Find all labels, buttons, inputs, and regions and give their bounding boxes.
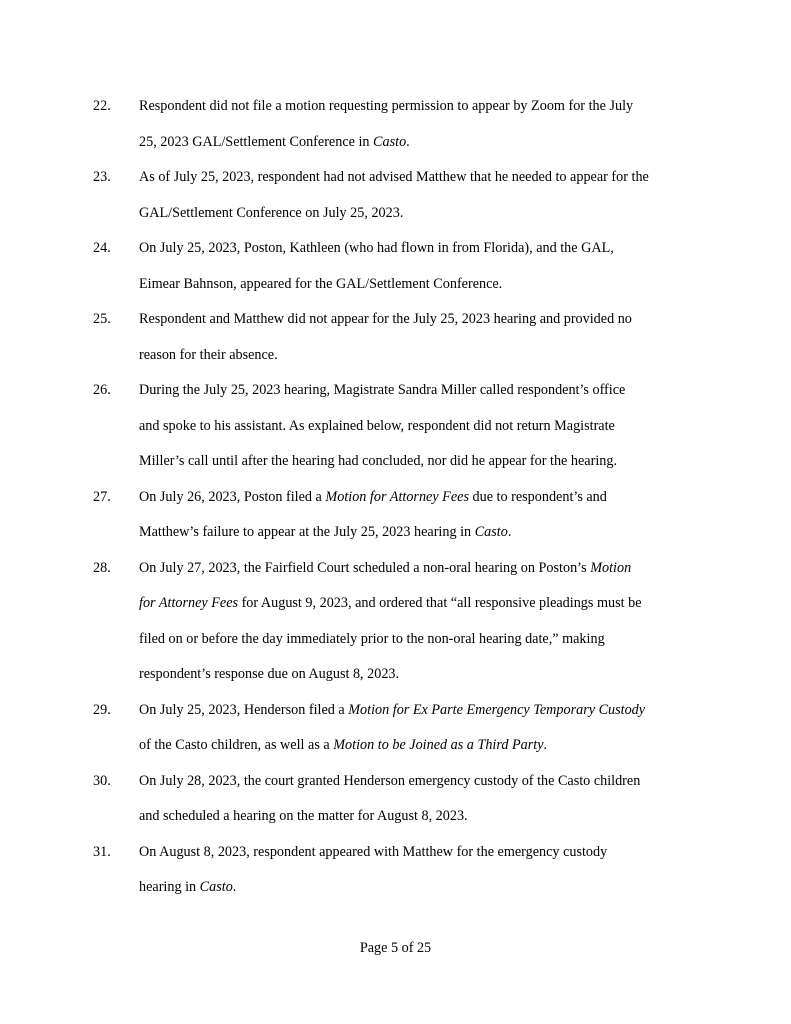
text-run: . (232, 879, 237, 895)
page-number-footer: Page 5 of 25 (359, 940, 432, 956)
paragraph-text (139, 835, 709, 906)
paragraph-line (139, 693, 709, 729)
text-run: On July 27, 2023, the Fairfield Court scheduled a non-oral hearing on Poston’s (139, 559, 591, 576)
paragraph-number: 28. (93, 559, 111, 576)
paragraph-text (139, 693, 709, 764)
paragraph-line (139, 302, 709, 338)
italic-case-reference: for Attorney Fees (139, 595, 239, 611)
italic-case-reference: Motion to be Joined as a Third Party (333, 737, 544, 753)
numbered-paragraph (0, 302, 791, 373)
paragraph-line (139, 870, 709, 906)
numbered-paragraph (0, 480, 791, 551)
text-run: and scheduled a hearing on the matter for August 8, 2023. (139, 808, 468, 824)
paragraph-number: 31. (93, 843, 111, 860)
paragraph-number: 27. (93, 488, 111, 505)
italic-case-reference: Casto (199, 879, 233, 895)
paragraph-line (139, 480, 709, 516)
paragraph-line (139, 373, 709, 409)
paragraph-text (139, 373, 709, 480)
text-run: Respondent and Matthew did not appear for the July 25, 2023 hearing and provided no (139, 311, 632, 327)
text-run: reason for their absence. (139, 346, 278, 363)
paragraph-text (139, 89, 709, 160)
numbered-paragraph (0, 231, 791, 302)
paragraph-line (139, 835, 709, 871)
paragraph-line (139, 160, 709, 196)
paragraph-line (139, 551, 709, 587)
paragraph-line (139, 338, 709, 374)
text-run: As of July 25, 2023, respondent had not advised Matthew that he needed to appear for the (139, 169, 649, 185)
text-run: and spoke to his assistant. As explained below, respondent did not return Magistrate (139, 417, 615, 434)
paragraph-line (139, 586, 709, 622)
text-run: due to respondent’s and (468, 488, 607, 505)
text-run: of the Casto children, as well as a (139, 737, 334, 753)
text-run: respondent’s response due on August 8, 2023. (139, 666, 400, 682)
paragraph-line (139, 231, 709, 267)
numbered-paragraph (0, 835, 791, 906)
paragraph-text (139, 764, 709, 835)
paragraph-text (139, 551, 709, 693)
numbered-paragraph (0, 160, 791, 231)
paragraph-line (139, 728, 709, 764)
paragraph-line (139, 444, 709, 480)
italic-case-reference: Casto (474, 524, 508, 540)
paragraph-number: 26. (93, 382, 111, 398)
paragraph-number: 23. (93, 169, 111, 185)
paragraph-number: 29. (93, 701, 111, 718)
paragraph-text (139, 302, 709, 373)
text-run: . (543, 737, 548, 753)
numbered-paragraph (0, 89, 791, 160)
paragraph-text (139, 160, 709, 231)
paragraph-number: 25. (93, 311, 111, 327)
paragraph-line (139, 125, 709, 161)
italic-case-reference: Motion (590, 559, 632, 576)
text-run: Miller’s call until after the hearing had concluded, nor did he appear for the hearing. (139, 453, 617, 469)
text-run: . (406, 133, 410, 150)
text-run: Matthew’s failure to appear at the July 25, 2023 hearing in (139, 524, 475, 540)
italic-case-reference: Motion for Ex Parte Emergency Temporary Custody (348, 701, 646, 718)
text-run: During the July 25, 2023 hearing, Magistrate Sandra Miller called respondent’s office (139, 382, 626, 398)
paragraph-line (139, 267, 709, 303)
text-run: filed on or before the day immediately prior to the non-oral hearing date,” making (139, 630, 605, 647)
numbered-paragraph (0, 764, 791, 835)
text-run: . (507, 524, 512, 540)
text-run: On July 28, 2023, the court granted Henderson emergency custody of the Casto children (139, 772, 641, 789)
paragraph-text (139, 480, 709, 551)
numbered-paragraph (0, 693, 791, 764)
text-run: 25, 2023 GAL/Settlement Conference in (139, 133, 374, 150)
paragraph-text (139, 231, 709, 302)
text-run: hearing in (139, 879, 200, 895)
text-run: Respondent did not file a motion requesting permission to appear by Zoom for the July (139, 98, 634, 114)
numbered-paragraph (0, 551, 791, 693)
paragraph-line (139, 196, 709, 232)
italic-case-reference: Casto (373, 133, 407, 150)
text-run: Eimear Bahnson, appeared for the GAL/Settlement Conference. (139, 275, 503, 292)
paragraph-number: 22. (93, 98, 111, 114)
text-run: GAL/Settlement Conference on July 25, 2023. (139, 204, 404, 221)
italic-case-reference: Motion for Attorney Fees (325, 488, 469, 505)
text-run: On July 26, 2023, Poston filed a (139, 488, 326, 505)
numbered-paragraph (0, 373, 791, 480)
paragraph-line (139, 622, 709, 658)
text-run: On July 25, 2023, Henderson filed a (139, 701, 349, 718)
text-run: On August 8, 2023, respondent appeared with Matthew for the emergency custody (139, 843, 608, 860)
paragraph-line (139, 89, 709, 125)
paragraph-line (139, 409, 709, 445)
paragraph-number: 30. (93, 772, 111, 789)
paragraph-line (139, 515, 709, 551)
paragraph-line (139, 657, 709, 693)
text-run: On July 25, 2023, Poston, Kathleen (who had flown in from Florida), and the GAL, (139, 240, 614, 256)
text-run: for August 9, 2023, and ordered that “all responsive pleadings must be (238, 595, 642, 611)
paragraph-line (139, 799, 709, 835)
paragraph-line (139, 764, 709, 800)
paragraph-number: 24. (93, 240, 111, 256)
numbered-paragraph-list (0, 89, 791, 906)
